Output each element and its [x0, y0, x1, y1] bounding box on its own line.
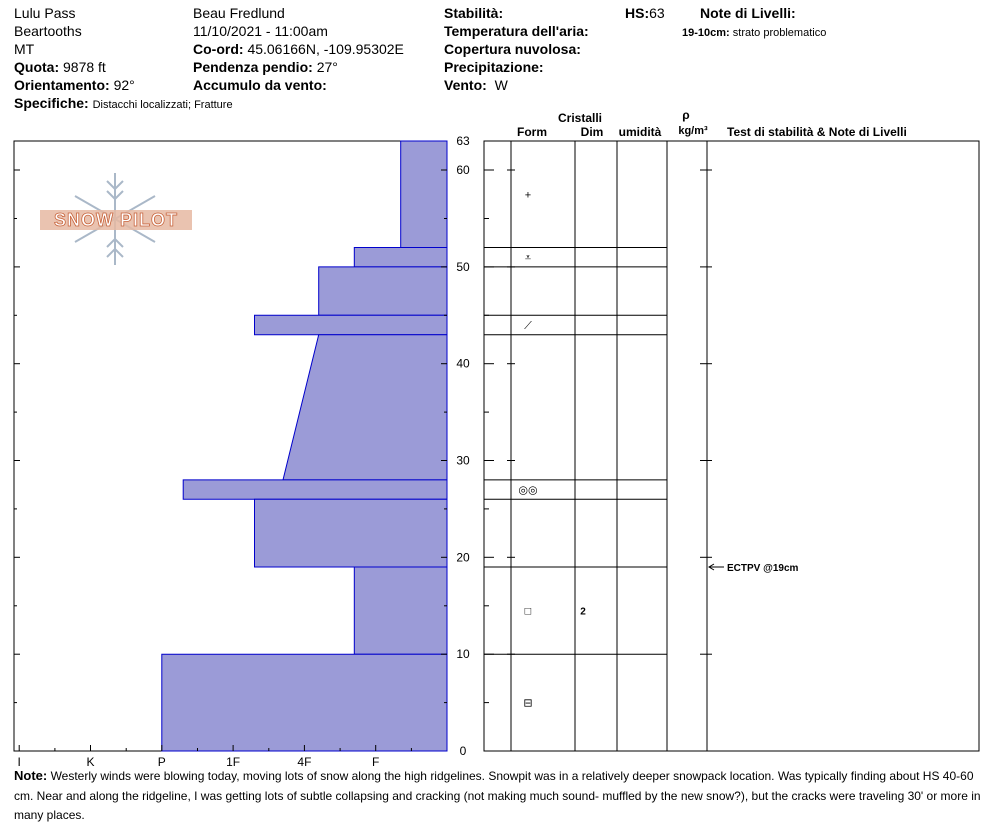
layer-note: 19-10cm: strato problematico — [682, 27, 827, 39]
crystals-header: Cristalli — [557, 111, 603, 125]
hardness-bar-8 — [354, 567, 447, 654]
hardness-tick-label: 4F — [297, 755, 312, 766]
hardness-bar-7 — [255, 499, 448, 567]
hardness-bar-3 — [319, 267, 447, 315]
stability-tests — [709, 563, 799, 574]
crystal-form-symbol: + — [524, 189, 532, 202]
tests-header: Test di stabilità & Note di Livelli — [727, 125, 907, 139]
location: Lulu Pass — [14, 5, 76, 21]
slope-angle: Pendenza pendio: 27° — [193, 59, 338, 75]
specifics: Specifiche: Distacchi localizzati; Fratture — [14, 95, 233, 111]
crystal-form-symbol: ⩡ — [524, 252, 532, 265]
depth-label: 40 — [456, 356, 470, 371]
depth-label: 20 — [456, 550, 470, 565]
depth-label: 63 — [456, 134, 470, 148]
state: MT — [14, 41, 35, 57]
hardness-tick-label: K — [86, 755, 95, 766]
layer-notes-title: Note di Livelli: — [700, 5, 796, 21]
depth-label: 30 — [456, 453, 470, 468]
notes-text: Westerly winds were blowing today, moving lots of snow along the high ridgelines. Snowpit was in a relatively deeper snowpack location. Was typically finding about HS 40-60 cm. Near and along the ridgeline, I was getting lots of subtle collapsing and cracking (not making much sound- muffled by the new snow?), but the cracks were traveling 30' or more in many places. — [14, 769, 981, 822]
depth-axis-labels — [456, 134, 470, 758]
right-depth-ticks — [484, 170, 712, 703]
elevation: Quota: 9878 ft — [14, 59, 106, 75]
logo-text: SNOW PILOT — [54, 210, 178, 230]
crystal-size: 2 — [580, 606, 586, 618]
crystal-form-symbol: ⟋ — [524, 320, 532, 332]
coordinates: Co-ord: 45.06166N, -109.95302E — [193, 41, 404, 57]
size-header: Dim — [580, 125, 604, 139]
wind: Vento: W — [444, 77, 508, 93]
layer-table-frame — [484, 141, 979, 751]
crystal-form-symbol: □ — [524, 605, 532, 618]
aspect: Orientamento: 92° — [14, 77, 135, 93]
observer: Beau Fredlund — [193, 5, 285, 21]
notes — [14, 766, 992, 826]
density-symbol: ρ — [682, 108, 690, 122]
hardness-tick-label: 1F — [226, 755, 241, 766]
hardness-bar-6 — [183, 480, 447, 499]
wind-loading: Accumulo da vento: — [193, 77, 327, 93]
date-time: 11/10/2021 - 11:00am — [193, 23, 328, 39]
hardness-bar-4 — [255, 315, 448, 334]
depth-label: 60 — [456, 163, 470, 177]
notes-label: Note: — [14, 768, 48, 783]
crystal-form-symbol: ◎◎ — [518, 484, 538, 497]
depth-label: 10 — [456, 647, 470, 662]
hardness-tick-label: F — [372, 755, 380, 766]
precipitation: Precipitazione: — [444, 59, 544, 75]
hardness-bar-5 — [283, 335, 447, 480]
depth-label: 50 — [456, 259, 470, 274]
hardness-bar-1 — [401, 141, 447, 248]
hardness-bar-9 — [162, 654, 447, 751]
crystal-form-symbol: ⊟ — [523, 697, 533, 710]
snow-pilot-logo — [40, 173, 192, 265]
mountain-range: Beartooths — [14, 23, 82, 39]
depth-label: 0 — [459, 744, 467, 758]
stability-test-label: ECTPV @19cm — [727, 563, 799, 574]
air-temperature: Temperatura dell'aria: — [444, 23, 589, 39]
hardness-tick-label: I — [17, 755, 21, 766]
snow-height: HS:63 — [625, 5, 665, 21]
hardness-bar-2 — [354, 248, 447, 267]
moisture-header: umidità — [618, 125, 662, 139]
cloud-cover: Copertura nuvolosa: — [444, 41, 581, 57]
column-dividers — [511, 141, 707, 751]
density-unit: kg/m³ — [678, 125, 708, 137]
hardness-bars — [162, 141, 447, 751]
form-header: Form — [517, 125, 547, 139]
stability: Stabilità: — [444, 5, 504, 21]
hardness-tick-label: P — [157, 755, 166, 766]
